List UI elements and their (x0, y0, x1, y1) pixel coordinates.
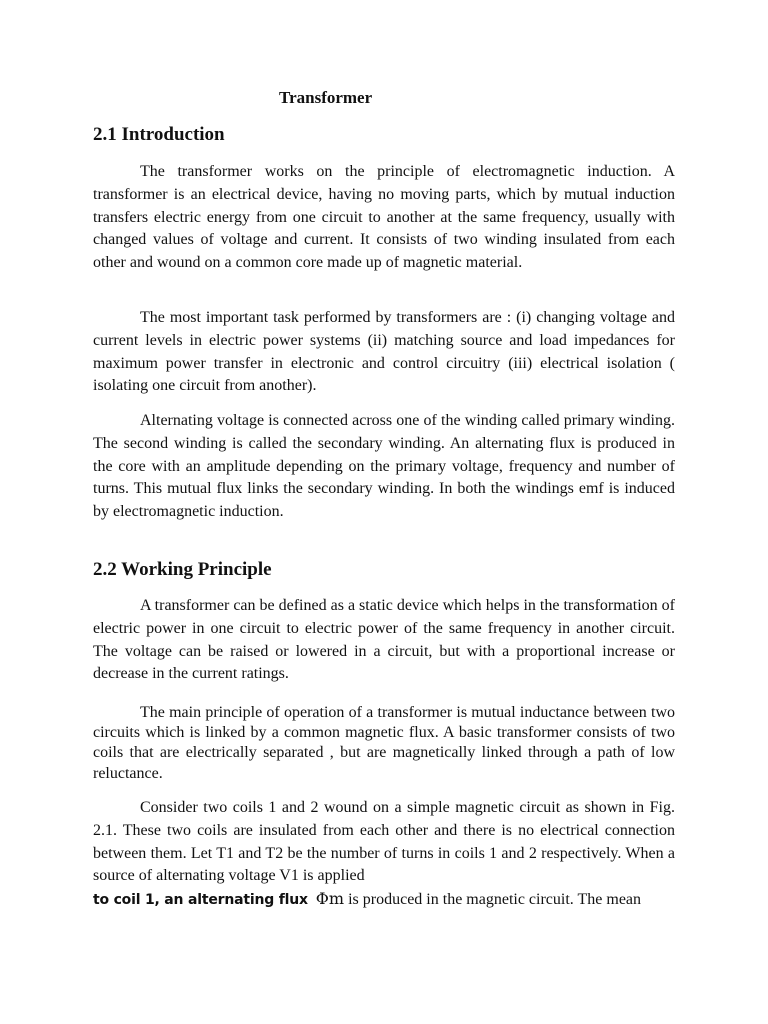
flux-line-lead: to coil 1, an alternating flux (93, 892, 308, 908)
flux-symbol: Φm (315, 889, 345, 908)
paragraph-intro-3: Alternating voltage is connected across one of the winding called primary winding. The second winding is called the secondary winding. An alternating flux is produced in the core with an amplitude depending on the primary voltage, frequency and number of turns. This mutual flux links the secondary winding. In both the windings emf is induced by electromagnetic induction. (93, 412, 675, 521)
flux-line-rest: is produced in the magnetic circuit. The mean (344, 891, 642, 908)
paragraph-intro-2: The most important task performed by transformers are : (i) changing voltage and current levels in electric power systems (ii) matching source and load impedances for maximum power transfer in electronic and control circuitry (iii) electrical isolation ( isolating one circuit from another). (93, 309, 675, 395)
document-title: Transformer (279, 88, 373, 107)
paragraph-working-2: The main principle of operation of a transformer is mutual inductance between two circuits which is linked by a common magnetic flux. A basic transformer consists of two coils that are electrically separated , but are magnetically linked through a path of low reluctance. (93, 704, 675, 782)
section-heading-introduction: 2.1 Introduction (93, 124, 225, 145)
paragraph-working-3: Consider two coils 1 and 2 wound on a simple magnetic circuit as shown in Fig. 2.1. These two coils are insulated from each other and there is no electrical connection between them. Let T1 and T2 be the number of turns in coils 1 and 2 respectively. When a source of alternating voltage V1 is applied (93, 799, 675, 885)
paragraph-working-3-last-line (93, 888, 675, 912)
paragraph-working-1: A transformer can be defined as a static device which helps in the transformation of electric power in one circuit to electric power of the same frequency in another circuit. The voltage can be raised or lowered in a circuit, but with a proportional increase or decrease in the current ratings. (93, 597, 675, 683)
section-heading-working-principle: 2.2 Working Principle (93, 559, 272, 580)
paragraph-intro-1: The transformer works on the principle of electromagnetic induction. A transformer is an electrical device, having no moving parts, which by mutual induction transfers electric energy from one circuit to another at the same frequency, usually with changed values of voltage and current. It consists of two winding insulated from each other and wound on a common core made up of magnetic material. (93, 163, 675, 272)
